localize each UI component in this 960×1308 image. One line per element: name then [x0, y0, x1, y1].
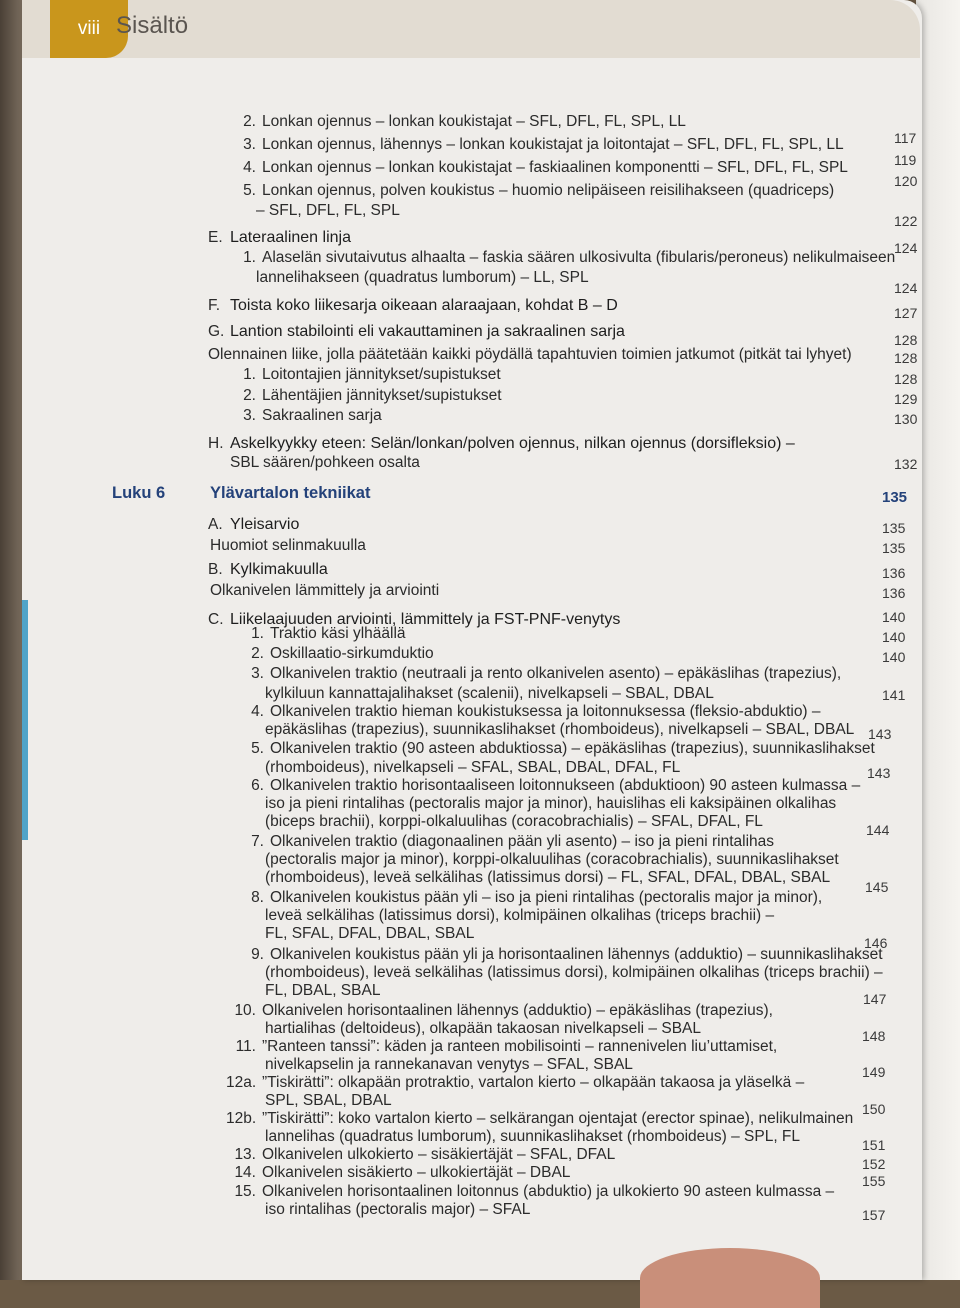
toc-entry: [265, 684, 714, 703]
entry-number: F.: [208, 297, 221, 314]
entry-text: Loitontajien jännitykset/supistukset: [262, 366, 501, 383]
page-number: 127: [894, 305, 918, 321]
entry-number: 2.: [251, 645, 264, 662]
page-number: 135: [882, 540, 906, 556]
chapter-title: Ylävartalon tekniikat: [210, 484, 371, 502]
toc-entry: [265, 1055, 633, 1074]
toc-entry: [210, 536, 366, 555]
entry-text: Olkanivelen lämmittely ja arviointi: [210, 582, 440, 599]
page-number: 135: [882, 489, 908, 506]
entry-number: H.: [208, 435, 224, 452]
page-number: 128: [894, 332, 918, 348]
toc-entry: [210, 581, 439, 600]
entry-text: Olkanivelen traktio hieman koukistuksessa ja loitonnuksessa (fleksio-abduktio) –: [270, 703, 821, 720]
entry-text: Olkanivelen traktio horisontaaliseen loitonnukseen (abduktioon) 90 asteen kulmassa –: [270, 777, 861, 794]
toc-entry: [265, 868, 830, 887]
entry-text: (biceps brachii), korppi-olkaluulihas (coracobrachialis) – SFAL, DFAL, FL: [265, 813, 763, 830]
page-number: 147: [863, 991, 887, 1007]
page-number: 143: [868, 726, 892, 742]
entry-text: Kylkimakuulla: [230, 561, 328, 578]
toc-entry: [234, 158, 848, 177]
page-number: 140: [882, 609, 906, 625]
entry-text: lannelihas (quadratus lumborum), suunnikaslihakset (rhomboideus) – SPL, FL: [265, 1128, 801, 1145]
toc-entry: [208, 322, 625, 341]
entry-text: Lonkan ojennus – lonkan koukistajat – faskiaalinen komponentti – SFL, DFL, FL, SPL: [262, 159, 848, 176]
entry-text: (rhomboideus), leveä selkälihas (latissimus dorsi) – FL, SFAL, DFAL, DBAL, SBAL: [265, 869, 831, 886]
toc-entry: [265, 906, 774, 925]
entry-text: Olennainen liike, jolla päätetään kaikki pöydällä tapahtuvien toimien jatkumot (pitkät tai lyhyet): [208, 346, 852, 363]
toc-entry: [234, 112, 686, 131]
entry-number: E.: [208, 229, 223, 246]
toc-entry: [234, 1145, 615, 1164]
page-number: 141: [882, 687, 906, 703]
page-number: 124: [894, 240, 918, 256]
entry-text: (rhomboideus), leveä selkälihas (latissimus dorsi), kolmipäinen olkalihas (triceps brachii) –: [265, 964, 883, 981]
toc-entry: [234, 181, 834, 200]
entry-text: Huomiot selinmakuulla: [210, 537, 366, 554]
entry-text: hartialihas (deltoideus), olkapään takaosan nivelkapseli – SBAL: [265, 1020, 701, 1037]
toc-entry: [265, 758, 680, 777]
toc-entry: [226, 1109, 854, 1128]
page-number: 140: [882, 649, 906, 665]
entry-text: Olkanivelen ulkokierto – sisäkiertäjät – SFAL, DFAL: [262, 1146, 616, 1163]
toc-entry: [265, 963, 883, 982]
entry-number: 4.: [251, 703, 264, 720]
page-number: 130: [894, 411, 918, 427]
toc-entry: [234, 135, 844, 154]
page-number: 128: [894, 350, 918, 366]
entry-number: 11.: [235, 1038, 256, 1055]
page-number: 135: [882, 520, 906, 536]
entry-text: epäkäslihas (trapezius), suunnikaslihakset (rhomboideus), nivelkapseli – SBAL, DBAL: [265, 721, 855, 738]
entry-number: 7.: [251, 833, 264, 850]
toc-entry: [265, 924, 474, 943]
page-label: viii: [77, 18, 101, 39]
toc-entry: [234, 1182, 834, 1201]
toc-entry: [242, 702, 821, 721]
page-number: 140: [882, 629, 906, 645]
entry-text: Lateraalinen linja: [230, 229, 351, 246]
entry-text: leveä selkälihas (latissimus dorsi), kolmipäinen olkalihas (triceps brachii) –: [265, 907, 775, 924]
next-page-edge: [916, 0, 960, 1280]
table-of-contents: [22, 0, 922, 1280]
toc-entry: [242, 739, 875, 758]
chapter-number: Luku 6: [112, 484, 166, 502]
toc-entry: [242, 945, 883, 964]
entry-text: Olkanivelen traktio (90 asteen abduktiossa) – epäkäslihas (trapezius), suunnikaslihakset: [270, 740, 875, 757]
page-number: 136: [882, 565, 906, 581]
entry-number: 14.: [234, 1164, 256, 1181]
entry-text: Askelkyykky eteen: Selän/lonkan/polven ojennus, nilkan ojennus (dorsifleksio) –: [230, 435, 795, 452]
book-page: [22, 0, 922, 1280]
entry-number: A.: [208, 516, 223, 533]
entry-number: 1.: [243, 249, 256, 266]
toc-entry: [234, 365, 501, 384]
entry-text: iso ja pieni rintalihas (pectoralis major ja minor), hauislihas eli kaksipäinen olkalihas: [265, 795, 837, 812]
page-number: 144: [866, 822, 890, 838]
entry-number: 3.: [251, 665, 264, 682]
toc-entry: [234, 248, 895, 267]
entry-text: (rhomboideus), nivelkapseli – SFAL, SBAL, DBAL, DFAL, FL: [265, 759, 681, 776]
entry-text: Toista koko liikesarja oikeaan alaraajaan, kohdat B – D: [230, 297, 618, 314]
entry-number: C.: [208, 611, 224, 628]
page-number: 132: [894, 456, 918, 472]
entry-text: SPL, SBAL, DBAL: [265, 1092, 392, 1109]
entry-number: 3.: [243, 136, 256, 153]
page-number: 128: [894, 371, 918, 387]
toc-entry: [265, 812, 763, 831]
toc-entry: [265, 1019, 701, 1038]
page-number: 152: [862, 1156, 886, 1172]
entry-text: Lantion stabilointi eli vakauttaminen ja sakraalinen sarja: [230, 323, 625, 340]
toc-entry: [234, 1163, 570, 1182]
toc-entry: [256, 268, 589, 287]
entry-text: Olkanivelen traktio (diagonaalinen pään yli asento) – iso ja pieni rintalihas: [270, 833, 775, 850]
section-title: Sisältö: [116, 12, 189, 39]
entry-number: B.: [208, 561, 223, 578]
toc-entry: [234, 1037, 777, 1056]
entry-text: Sakraalinen sarja: [262, 407, 382, 424]
page-number: 136: [882, 585, 906, 601]
toc-entry: [234, 1001, 773, 1020]
entry-number: 1.: [243, 366, 256, 383]
entry-text: Yleisarvio: [230, 516, 300, 533]
page-number: 157: [862, 1207, 886, 1223]
entry-text: (pectoralis major ja minor), korppi-olkaluulihas (coracobrachialis), suunnikaslihakset: [265, 851, 839, 868]
entry-number: 12b.: [226, 1110, 257, 1127]
entry-text: Olkanivelen traktio (neutraali ja rento olkanivelen asento) – epäkäslihas (trapezius),: [270, 665, 842, 682]
entry-text: Olkanivelen sisäkierto – ulkokiertäjät – DBAL: [262, 1164, 571, 1181]
entry-number: 5.: [251, 740, 264, 757]
entry-text: Lonkan ojennus, polven koukistus – huomio nelipäiseen reisilihakseen (quadriceps): [262, 182, 835, 199]
entry-text: Liikelaajuuden arviointi, lämmittely ja FST-PNF-venytys: [230, 611, 621, 628]
page-number: 151: [862, 1137, 886, 1153]
entry-number: 8.: [251, 889, 264, 906]
toc-entry: [242, 664, 841, 683]
page-number: 148: [862, 1028, 886, 1044]
entry-text: lannelihakseen (quadratus lumborum) – LL, SPL: [256, 269, 589, 286]
page-number: 146: [864, 935, 888, 951]
toc-entry: [234, 386, 502, 405]
toc-entry: [242, 624, 406, 643]
toc-entry: [265, 981, 380, 1000]
toc-entry: [265, 1091, 392, 1110]
entry-text: Lonkan ojennus, lähennys – lonkan koukistajat ja loitontajat – SFL, DFL, FL, SPL, LL: [262, 136, 844, 153]
entry-number: 15.: [234, 1183, 256, 1200]
page-number: 143: [867, 765, 891, 781]
toc-entry: [234, 406, 382, 425]
entry-number: 1.: [251, 625, 264, 642]
page-number: 155: [862, 1173, 886, 1189]
toc-entry: [208, 228, 351, 247]
entry-number: 2.: [243, 387, 256, 404]
entry-text: FL, SFAL, DFAL, DBAL, SBAL: [265, 925, 475, 942]
page-number: 145: [865, 879, 889, 895]
toc-entry: [208, 345, 852, 364]
entry-text: nivelkapselin ja rannekanavan venytys – SFAL, SBAL: [265, 1056, 633, 1073]
toc-entry: [208, 560, 328, 579]
entry-text: – SFL, DFL, FL, SPL: [256, 202, 400, 219]
entry-number: G.: [208, 323, 225, 340]
entry-text: Alaselän sivutaivutus alhaalta – faskia säären ulkosivulta (fibularis/peroneus) nelikulmaiseen: [262, 249, 896, 266]
toc-entry: [208, 515, 299, 534]
toc-entry: [242, 644, 434, 663]
entry-text: Olkanivelen koukistus pään yli ja horisontaalinen lähennys (adduktio) – suunnikaslihakset: [270, 946, 883, 963]
entry-text: FL, DBAL, SBAL: [265, 982, 381, 999]
toc-entry: [242, 888, 822, 907]
toc-entry: [226, 1073, 805, 1092]
page-number: 120: [894, 173, 918, 189]
toc-entry: [242, 832, 774, 851]
page-number: 150: [862, 1101, 886, 1117]
toc-entry: [208, 296, 618, 315]
toc-entry: [242, 776, 860, 795]
entry-number: 4.: [243, 159, 256, 176]
toc-entry: [265, 850, 839, 869]
toc-entry: [208, 434, 795, 453]
finger-tip: [640, 1248, 820, 1308]
entry-text: iso rintalihas (pectoralis major) – SFAL: [265, 1201, 531, 1218]
page-number: 129: [894, 391, 918, 407]
entry-text: Traktio käsi ylhäällä: [270, 625, 406, 642]
entry-number: 3.: [243, 407, 256, 424]
page-number: 122: [894, 213, 918, 229]
entry-text: Olkanivelen horisontaalinen loitonnus (abduktio) ja ulkokierto 90 asteen kulmassa –: [262, 1183, 835, 1200]
entry-text: ”Tiskirätti”: koko vartalon kierto – selkärangan ojentajat (erector spinae), nelikulmainen: [262, 1110, 854, 1127]
entry-number: 10.: [234, 1002, 256, 1019]
entry-text: Lähentäjien jännitykset/supistukset: [262, 387, 502, 404]
page-number: 119: [894, 152, 917, 168]
page-number: 149: [862, 1064, 886, 1080]
toc-entry: [265, 1200, 530, 1219]
entry-number: 9.: [251, 946, 264, 963]
toc-entry: [256, 201, 400, 220]
entry-text: Lonkan ojennus – lonkan koukistajat – SFL, DFL, FL, SPL, LL: [262, 113, 686, 130]
entry-text: ”Tiskirätti”: olkapään protraktio, vartalon kierto – olkapään takaosa ja yläselkä –: [262, 1074, 805, 1091]
entry-text: Olkanivelen horisontaalinen lähennys (adduktio) – epäkäslihas (trapezius),: [262, 1002, 773, 1019]
entry-number: 13.: [234, 1146, 256, 1163]
entry-number: 5.: [243, 182, 256, 199]
toc-entry: [265, 1127, 800, 1146]
entry-text: kylkiluun kannattajalihakset (scalenii), nivelkapseli – SBAL, DBAL: [265, 685, 714, 702]
toc-entry: [265, 794, 836, 813]
toc-entry: [265, 720, 854, 739]
entry-text: ”Ranteen tanssi”: käden ja ranteen mobilisointi – rannenivelen liu’uttamiset,: [262, 1038, 778, 1055]
page-number: 124: [894, 280, 918, 296]
entry-number: 12a.: [226, 1074, 257, 1091]
entry-number: 2.: [243, 113, 256, 130]
entry-text: SBL säären/pohkeen osalta: [230, 454, 420, 471]
entry-number: 6.: [251, 777, 264, 794]
entry-text: Oskillaatio-sirkumduktio: [270, 645, 434, 662]
toc-entry: [230, 453, 420, 472]
entry-text: Olkanivelen koukistus pään yli – iso ja pieni rintalihas (pectoralis major ja minor),: [270, 889, 823, 906]
page-number: 117: [894, 130, 917, 146]
